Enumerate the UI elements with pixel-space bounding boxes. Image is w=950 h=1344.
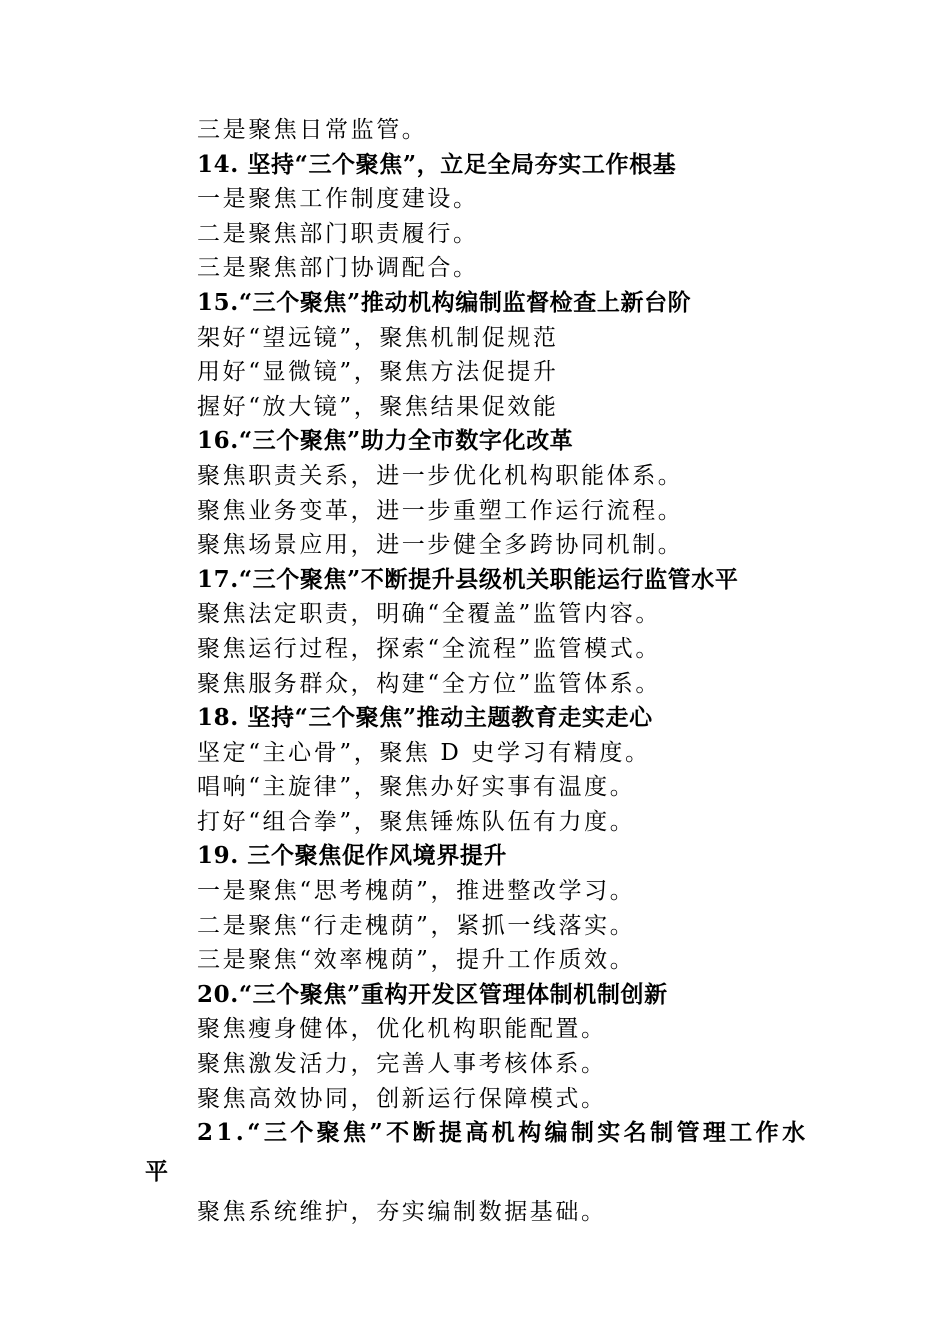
section-heading-19: 19. 三个聚焦促作风境界提升: [197, 842, 508, 870]
body-line: 聚焦运行过程，探索“全流程”监管模式。: [197, 635, 661, 662]
body-line: 聚焦业务变革，进一步重塑工作运行流程。: [197, 497, 684, 524]
body-line: 架好“望远镜”，聚焦机制促规范: [197, 324, 559, 351]
section-heading-21-continuation: 平: [145, 1157, 171, 1185]
body-line: 聚焦高效协同，创新运行保障模式。: [197, 1085, 607, 1112]
body-line: 三是聚焦日常监管。: [197, 117, 428, 143]
document-page: [0, 113, 950, 1231]
body-line: 聚焦法定职责，明确“全覆盖”监管内容。: [197, 601, 661, 628]
body-line: 打好“组合拳”，聚焦锤炼队伍有力度。: [197, 808, 636, 835]
body-line: 三是聚焦部门协调配合。: [197, 255, 479, 282]
body-line: 三是聚焦“效率槐荫”，提升工作质效。: [197, 947, 636, 974]
body-line: 聚焦瘦身健体，优化机构职能配置。: [197, 1016, 607, 1043]
section-heading-17: 17.“三个聚焦”不断提升县级机关职能运行监管水平: [197, 565, 739, 593]
body-line: 二是聚焦部门职责履行。: [197, 220, 479, 247]
body-line: 一是聚焦工作制度建设。: [197, 186, 479, 213]
body-line: 用好“显微镜”，聚焦方法促提升: [197, 359, 559, 386]
body-line: 聚焦系统维护，夯实编制数据基础。: [197, 1198, 607, 1225]
body-line: 聚焦服务群众，构建“全方位”监管体系。: [197, 670, 661, 697]
body-line: 唱响“主旋律”，聚焦办好实事有温度。: [197, 774, 636, 801]
body-line: 坚定“主心骨”，聚焦 D 史学习有精度。: [197, 739, 651, 766]
section-heading-21: 21.“三个聚焦”不断提高机构编制实名制管理工作水: [197, 1119, 809, 1147]
body-line: 握好“放大镜”，聚焦结果促效能: [197, 393, 559, 420]
body-line: 二是聚焦“行走槐荫”，紧抓一线落实。: [197, 912, 636, 939]
body-line: 一是聚焦“思考槐荫”，推进整改学习。: [197, 878, 636, 905]
section-heading-14: 14. 坚持“三个聚焦”，立足全局夯实工作根基: [197, 150, 677, 178]
body-line: 聚焦职责关系，进一步优化机构职能体系。: [197, 462, 684, 489]
body-line: 聚焦场景应用，进一步健全多跨协同机制。: [197, 532, 684, 559]
section-heading-15: 15.“三个聚焦”推动机构编制监督检查上新台阶: [197, 288, 692, 316]
section-heading-16: 16.“三个聚焦”助力全市数字化改革: [197, 427, 574, 455]
section-heading-20: 20.“三个聚焦”重构开发区管理体制机制创新: [197, 980, 668, 1008]
section-heading-18: 18. 坚持“三个聚焦”推动主题教育走实走心: [197, 704, 653, 732]
body-line: 聚焦激发活力，完善人事考核体系。: [197, 1051, 607, 1078]
